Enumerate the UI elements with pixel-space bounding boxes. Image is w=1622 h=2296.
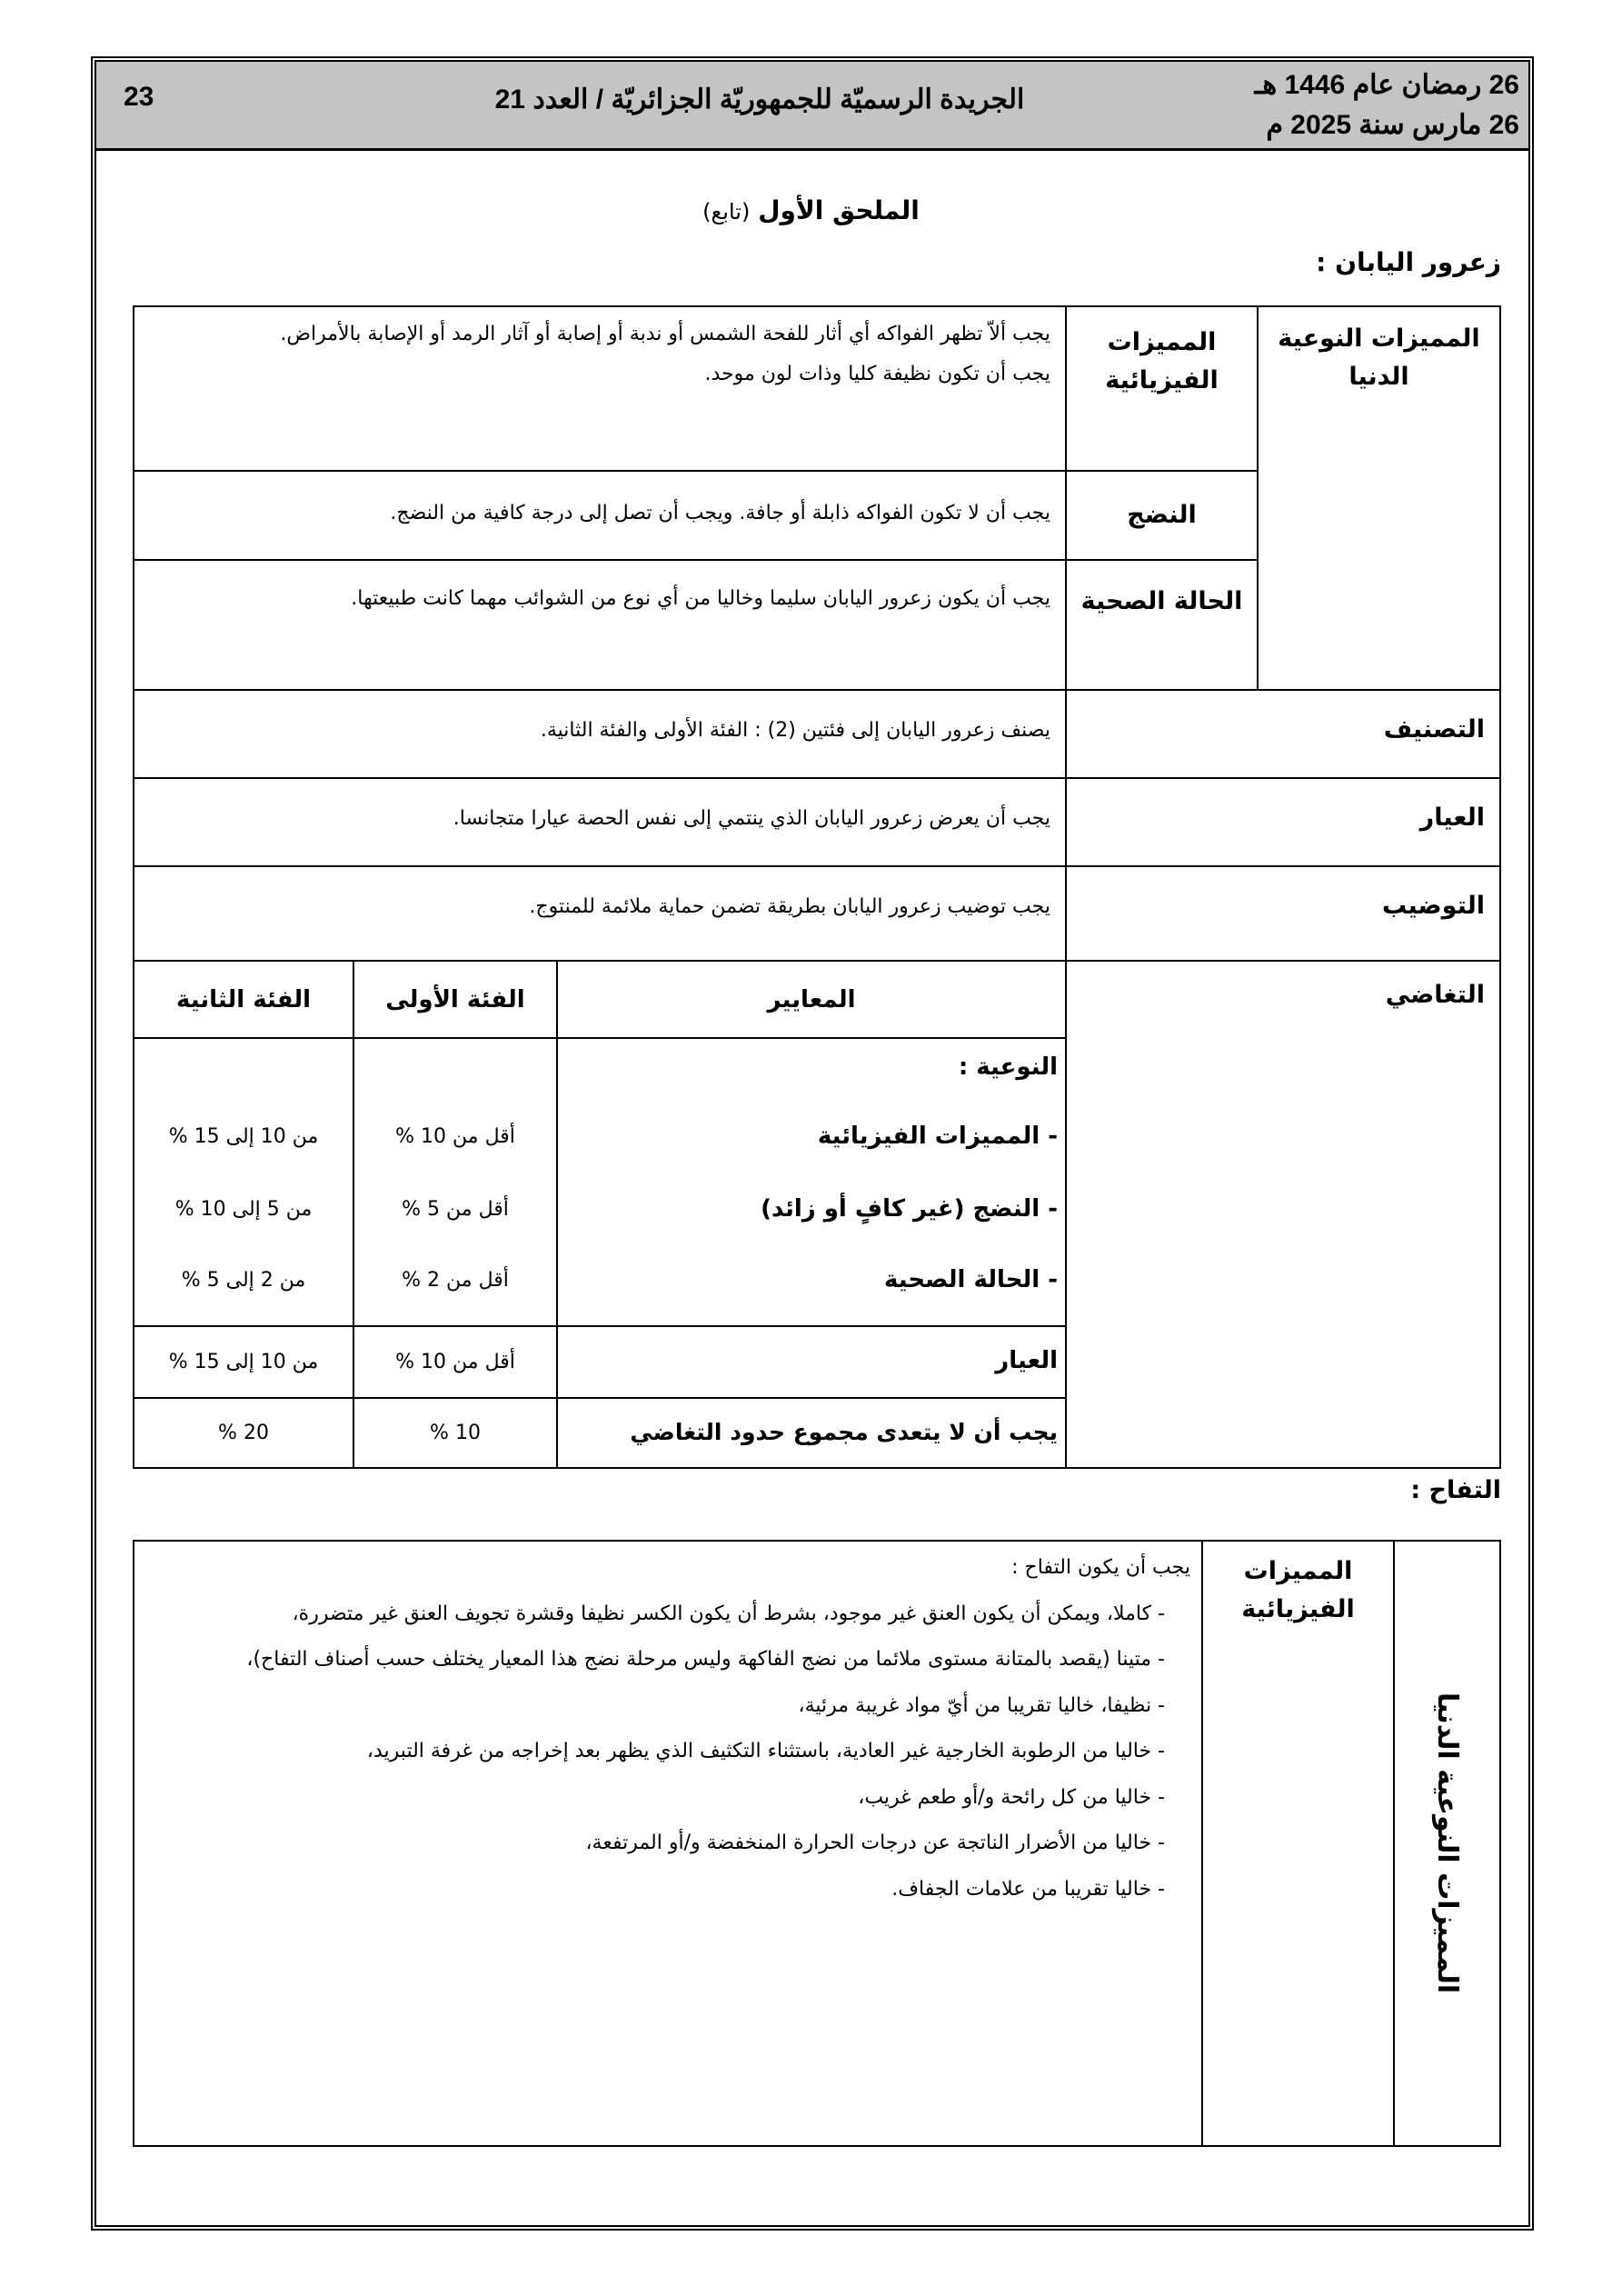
value: أقل من 2 % [402,1269,509,1292]
apple-item: - خاليا تقريبا من علامات الجفاف. [891,1877,1165,1901]
gazette-title: الجريدة الرسميّة للجمهوريّة الجزائريّة / العدد 21 [494,85,1025,115]
text-line: يجب أن تكون نظيفة كليا وذات لون موحد. [704,363,1050,385]
value: من 10 إلى 15 % [168,1125,319,1148]
text-line: يجب ألاّ تظهر الفواكه أي أثار للفحة الشمس أو ندبة أو إصابة أو آثار الرمد أو الإصابة بالأمراض. [280,323,1050,345]
text-calibre: يجب أن يعرض زعرور اليابان الذي ينتمي إلى نفس الحصة عيارا متجانسا. [133,777,1067,867]
value: أقل من 10 % [395,1125,515,1148]
tol-quality-cat2 [133,1037,354,1327]
apple-intro: يجب أن يكون التفاح : [1011,1556,1190,1579]
date-gregorian: 26 مارس سنة 2025 م [1266,110,1519,140]
apple-item: - متينا (يقصد بالمتانة مستوى ملائما من نضج الفاكهة وليس مرحلة نضج هذا المعيار يختلف حسب أصناف التفاح)، [246,1648,1165,1671]
annex-suffix: (تابع) [702,199,751,225]
apple-item: - نظيفا، خاليا تقريبا من أيّ مواد غريبة مرئية، [798,1693,1165,1717]
label-classification: التصنيف [1065,689,1501,779]
criterion: - النضج (غير كافٍ أو زائد) [761,1195,1058,1223]
label-tolerance: التغاضي [1065,960,1501,1469]
tol-calibre-criterion: العيار [556,1325,1067,1399]
tol-quality-criteria [556,1037,1067,1327]
tol-calibre-cat2: من 10 إلى 15 % [133,1325,354,1399]
apple-group-label-cell [1393,1540,1501,2147]
tol-calibre-cat1: أقل من 10 % [353,1325,558,1399]
text-health: يجب أن يكون زعرور اليابان سليما وخاليا من أي نوع من الشوائب مهما كانت طبيعتها. [133,559,1067,691]
header-dates [1255,65,1519,145]
label-physical: المميزات الفيزيائية [1065,305,1259,472]
tol-total-criterion: يجب أن لا يتعدى مجموع حدود التغاضي [556,1397,1067,1469]
section-title-loquat: زعرور اليابان : [1316,247,1501,277]
label-packaging: التوضيب [1065,865,1501,962]
apple-label-physical: المميزات الفيزيائية [1201,1540,1395,2147]
apple-item: - كاملا، ويمكن أن يكون العنق غير موجود، بشرط أن يكون الكسر نظيفا وقشرة تجويف العنق غير متضررة، [292,1602,1165,1625]
tol-header-cat1: الفئة الأولى [353,960,558,1039]
tol-total-cat1: 10 % [353,1397,558,1469]
apple-text-physical [133,1540,1203,2147]
text-ripeness: يجب أن لا تكون الفواكه ذابلة أو جافة. ويجب أن تصل إلى درجة كافية من النضج. [133,470,1067,561]
group-label-minimum-characteristics: المميزات النوعية الدنيا [1257,305,1501,691]
annex-title: الملحق الأول [758,195,920,225]
label-calibre: العيار [1065,777,1501,867]
criterion: - المميزات الفيزيائية [817,1123,1058,1150]
page-header [96,62,1528,151]
text-physical [133,305,1067,472]
tol-total-cat2: 20 % [133,1397,354,1469]
quality-heading: النوعية : [958,1053,1058,1081]
value: من 5 إلى 10 % [174,1198,313,1221]
apple-group-label: المميزات النوعية الدنيا [1431,1692,1463,1994]
section-title-apple: التفاح : [1410,1476,1501,1504]
tol-quality-cat1 [353,1037,558,1327]
value: من 2 إلى 5 % [181,1269,306,1292]
apple-item: - خاليا من الأضرار الناتجة عن درجات الحرارة المنخفضة و/أو المرتفعة، [585,1832,1165,1854]
value: أقل من 5 % [402,1198,509,1221]
tol-header-criteria: المعايير [556,960,1067,1039]
criterion: - الحالة الصحية [883,1266,1058,1293]
label-health: الحالة الصحية [1065,559,1259,691]
text-classification: يصنف زعرور اليابان إلى فئتين (2) : الفئة الأولى والفئة الثانية. [133,689,1067,779]
apple-item: - خاليا من الرطوبة الخارجية غير العادية، باستثناء التكثيف الذي يظهر بعد إخراجه من غرفة التبريد، [366,1740,1165,1762]
text-packaging: يجب توضيب زعرور اليابان بطريقة تضمن حماية ملائمة للمنتوج. [133,865,1067,962]
apple-item: - خاليا من كل رائحة و/أو طعم غريب، [858,1785,1165,1809]
tol-header-cat2: الفئة الثانية [133,960,354,1039]
page-number: 23 [124,82,154,112]
annex-heading [0,195,1622,225]
label-ripeness: النضج [1065,470,1259,561]
date-hijri: 26 رمضان عام 1446 هـ [1254,70,1519,100]
